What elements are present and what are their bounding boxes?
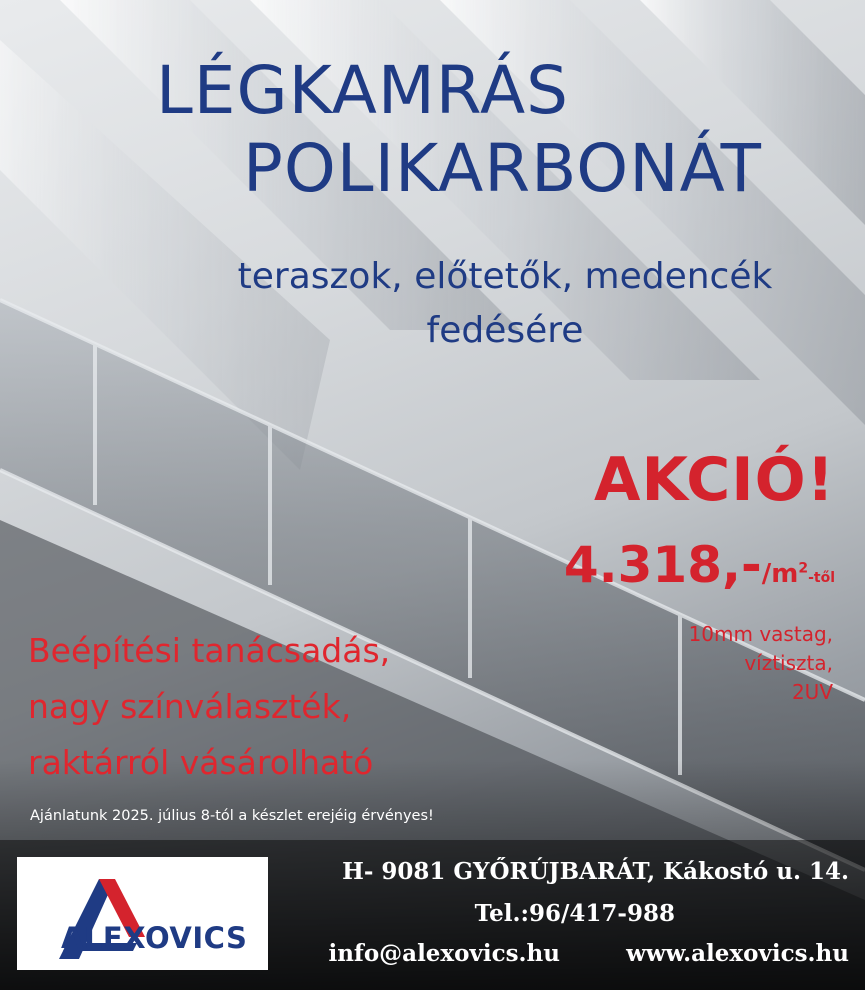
validity-note: Ajánlatunk 2025. július 8-tól a készlet erejéig érvényes! — [30, 808, 434, 824]
spec-item: 2UV — [791, 680, 833, 704]
product-specs — [689, 620, 833, 707]
phone-number[interactable]: Tel.:96/417-988 — [474, 900, 675, 927]
promo-label: AKCIÓ! — [594, 445, 835, 515]
address: H- 9081 GYŐRÚJBARÁT, Kákostó u. 14. — [342, 858, 849, 885]
headline — [0, 52, 865, 208]
website-link[interactable]: www.alexovics.hu — [626, 940, 849, 967]
headline-line-1: LÉGKAMRÁS — [155, 52, 570, 129]
spec-item: 10mm vastag, — [688, 622, 833, 646]
feature-item: nagy színválaszték, — [28, 687, 352, 726]
feature-item: raktárról vásárolható — [28, 743, 374, 782]
price — [564, 530, 835, 613]
price-value: 4.318,- — [563, 536, 762, 594]
price-unit: $/m^2$ — [761, 559, 809, 589]
feature-item: Beépítési tanácsadás, — [28, 631, 391, 670]
email-link[interactable]: info@alexovics.hu — [328, 940, 560, 967]
price-suffix: -től — [808, 570, 835, 586]
subheadline — [160, 250, 850, 358]
spec-item: víztiszta, — [744, 651, 833, 675]
subheadline-line-2: fedésére — [426, 310, 584, 351]
feature-list — [28, 623, 390, 791]
headline-line-2: POLIKARBONÁT — [243, 130, 762, 207]
brand-name: ALEXOVICS — [61, 921, 248, 955]
subheadline-line-1: teraszok, előtetők, medencék — [237, 256, 773, 297]
brand-logo — [17, 857, 268, 970]
